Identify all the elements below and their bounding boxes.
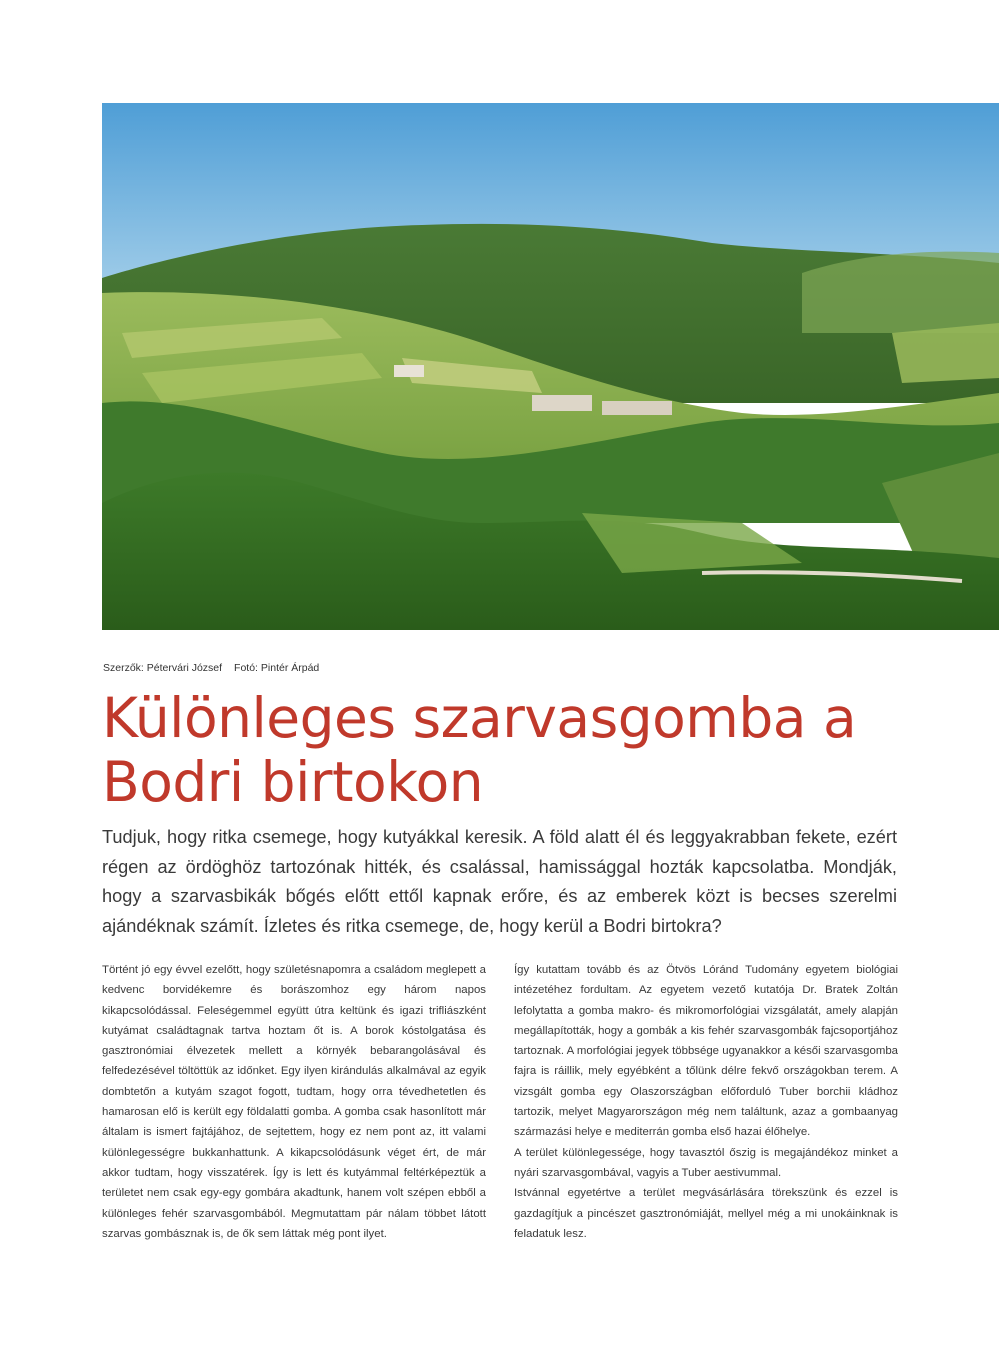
body-column-right — [514, 960, 898, 1244]
photo-credit: Fotó: Pintér Árpád — [234, 662, 320, 674]
page-title — [102, 686, 962, 814]
title-line-1: Különleges szarvasgomba a — [102, 686, 857, 750]
building-3 — [602, 401, 672, 415]
body-paragraph: A terület különlegessége, hogy tavasztól őszig is megajándékoz minket a nyári szarvasgombával, vagyis a Tuber aestivummal. — [514, 1146, 898, 1179]
landscape-photo — [102, 103, 999, 630]
building-2 — [532, 395, 592, 411]
landscape-photo-icon — [102, 103, 999, 630]
credits — [103, 662, 319, 674]
vineyard-right — [892, 323, 999, 383]
building-1 — [394, 365, 424, 377]
author-credit: Szerzők: Pétervári József — [103, 662, 223, 674]
body-paragraph: Istvánnal egyetértve a terület megvásárlására törekszünk és ezzel is gazdagítjuk a pincészet gasztronómiáját, mellyel még a mi unokáinknak is feladatuk lesz. — [514, 1187, 898, 1240]
body-column-left — [102, 960, 486, 1244]
lead-paragraph: Tudjuk, hogy ritka csemege, hogy kutyákkal keresik. A föld alatt él és leggyakrabban fekete, ezért régen az ördöghöz tartozónak hitték, és csalással, hamissággal hozták kapcsolatba. Mondják, hogy a szarvasbikák bőgés előtt ettől kapnak erőre, és az emberek közt is becses szerelmi ajándéknak számít. Ízletes és ritka csemege, de, hogy kerül a Bodri birtokra? — [102, 827, 897, 936]
body-paragraph: Így kutattam tovább és az Ötvös Lóránd Tudomány egyetem biológiai intézetéhez fordultam. Az egyetem vezető kutatója Dr. Bratek Zoltán lefolytatta a gomba makro- és mikromorfológiai vizsgálatát, amely alapján megállapították, hogy a gombák a kis fehér szarvasgombák fajcsoportjához tartoznak. A morfológiai jegyek többsége ugyanakkor a késői szarvasgomba fajra is ráillik, mely egyébként a tőlünk délre fekvő országokban terem. A vizsgált gomba egy Olaszországban előforduló Tuber borchii kládhoz tartozik, melyet Magyarországon még nem találtunk, azaz a gombaanyag származási helye e mediterrán gomba első hazai élőhelye. — [514, 964, 898, 1139]
title-line-2: Bodri birtokon — [102, 750, 484, 814]
body-paragraph: Történt jó egy évvel ezelőtt, hogy születésnapomra a családom meglepett a kedvenc borvidékemre és borászomhoz egy három napos kikapcsolódással. Feleségemmel együtt útra keltünk és igazi trifliászként kutyámat családtagnak tartva hoztam őt is. A borok kóstolgatása és gasztronómiai élvezetek mellett a környék bebarangolásával és felfedezésével töltöttük az időnket. Egy ilyen kirándulás alkalmával az egyik dombtetőn a kutyám szagot fogott, tudtam, hogy orra tévedhetetlen és hamarosan elő is került egy földalatti gomba. A gomba csak hasonlított már általam is ismert fajtájához, de sejtettem, hogy ez nem pont az, itt valami különlegességre bukkanhattunk. A kikapcsolódásunk véget ért, de már akkor tudtam, hogy visszatérek. Így is lett és kutyámmal feltérképeztük a területet nem csak egy-egy gombára akadtunk, hanem volt szépen ebből a különleges fehér szarvasgombából. Megmutattam pár nálam többet látott szarvas gombásznak is, de ők sem láttak még pont ilyet. — [102, 964, 486, 1240]
